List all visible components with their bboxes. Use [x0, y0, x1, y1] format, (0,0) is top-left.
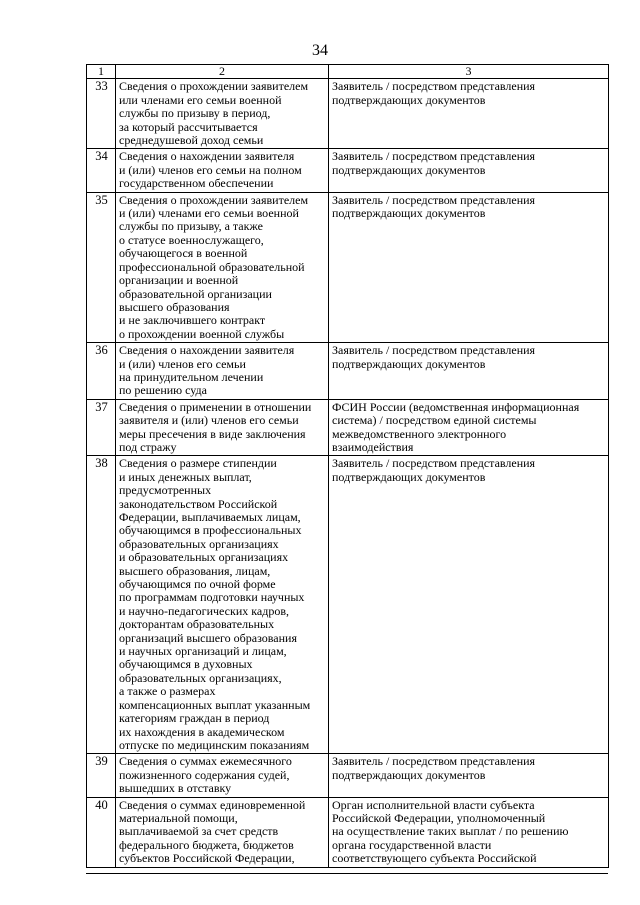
- information-cell: Сведения о суммах ежемесячного пожизненного содержания судей, вышедших в отставку: [116, 754, 329, 797]
- information-cell: Сведения о применении в отношении заявителя и (или) членов его семьи меры пресечения в виде заключения под стражу: [116, 399, 329, 456]
- source-cell: Заявитель / посредством представления подтверждающих документов: [329, 149, 609, 192]
- row-number: 40: [87, 797, 116, 867]
- table-row: [87, 343, 609, 400]
- source-cell: Орган исполнительной власти субъекта Российской Федерации, уполномоченный на осуществление таких выплат / по решению органа государственной власти соответствующего субъекта Российской: [329, 797, 609, 867]
- column-header-1: 1: [87, 65, 116, 79]
- column-header-2: 2: [116, 65, 329, 79]
- information-cell: Сведения о прохождении заявителем или членами его семьи военной службы по призыву в период, за который рассчитывается среднедушевой доход семьи: [116, 79, 329, 149]
- source-cell: Заявитель / посредством представления подтверждающих документов: [329, 456, 609, 754]
- row-number: 39: [87, 754, 116, 797]
- requirements-table: [86, 64, 609, 868]
- information-cell: Сведения о нахождении заявителя и (или) членов его семьи на принудительном лечении по решению суда: [116, 343, 329, 400]
- source-cell: Заявитель / посредством представления подтверждающих документов: [329, 192, 609, 342]
- row-number: 33: [87, 79, 116, 149]
- source-cell: Заявитель / посредством представления подтверждающих документов: [329, 754, 609, 797]
- column-header-3: 3: [329, 65, 609, 79]
- source-cell: Заявитель / посредством представления подтверждающих документов: [329, 343, 609, 400]
- table-row: [87, 149, 609, 192]
- table-row: [87, 754, 609, 797]
- row-number: 37: [87, 399, 116, 456]
- table-body: [87, 65, 609, 868]
- source-cell: Заявитель / посредством представления подтверждающих документов: [329, 79, 609, 149]
- table-row: [87, 192, 609, 342]
- table-row: [87, 456, 609, 754]
- table-bottom-rule: [86, 873, 608, 874]
- table-row: [87, 797, 609, 867]
- information-cell: Сведения о суммах единовременной материальной помощи, выплачиваемой за счет средств федерального бюджета, бюджетов субъектов Российской Федерации,: [116, 797, 329, 867]
- page-number: 34: [312, 42, 328, 59]
- table-header-row: [87, 65, 609, 79]
- row-number: 36: [87, 343, 116, 400]
- table-row: [87, 399, 609, 456]
- information-cell: Сведения о размере стипендии и иных денежных выплат, предусмотренных законодательством Российской Федерации, выплачиваемых лицам, обучающимся в профессиональных образовательных организациях и образовательных организациях высшего образования, лицам, обучающимся по очной форме по программам подготовки научных и научно-педагогических кадров, докторантам образовательных организаций высшего образования и научных организаций и лицам, обучающимся в духовных образовательных организациях, а также о размерах компенсационных выплат указанным категориям граждан в период их нахождения в академическом отпуске по медицинским показаниям: [116, 456, 329, 754]
- information-cell: Сведения о прохождении заявителем и (или) членами его семьи военной службы по призыву, а также о статусе военнослужащего, обучающегося в военной профессиональной образовательной организации и военной образовательной организации высшего образования и не заключившего контракт о прохождении военной службы: [116, 192, 329, 342]
- information-cell: Сведения о нахождении заявителя и (или) членов его семьи на полном государственном обеспечении: [116, 149, 329, 192]
- table-row: [87, 79, 609, 149]
- row-number: 35: [87, 192, 116, 342]
- row-number: 38: [87, 456, 116, 754]
- row-number: 34: [87, 149, 116, 192]
- source-cell: ФСИН России (ведомственная информационная система) / посредством единой системы межведомственного электронного взаимодействия: [329, 399, 609, 456]
